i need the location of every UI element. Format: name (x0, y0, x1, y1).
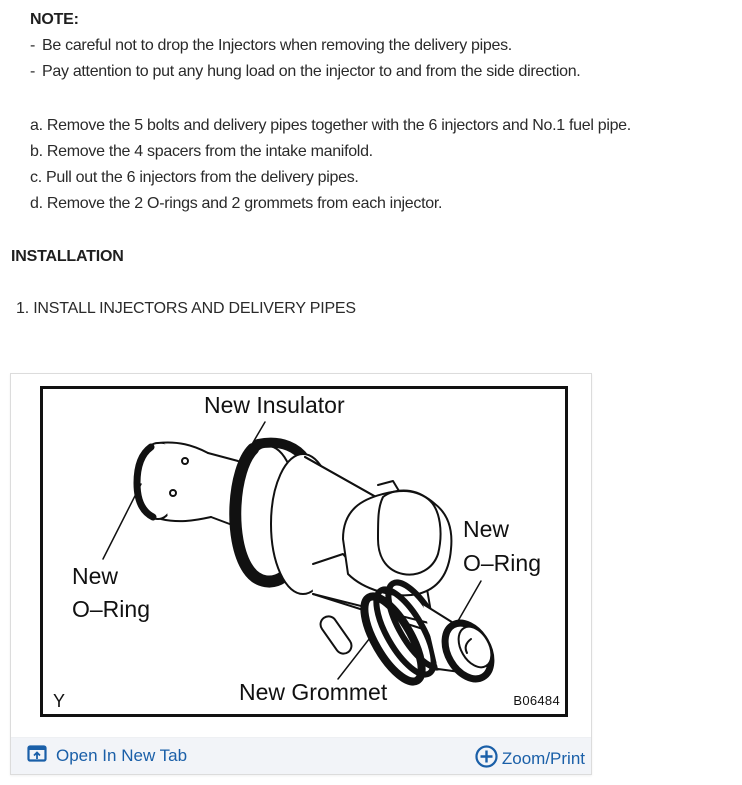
zoom-print-link[interactable] (475, 745, 585, 773)
zoom-print-label: Zoom/Print (501, 749, 585, 768)
figure-frame (40, 386, 568, 717)
figure-code: B06484 (513, 693, 560, 708)
open-in-new-tab-icon (27, 745, 47, 767)
plus-circle-icon (475, 745, 498, 773)
step-title: 1. INSTALL INJECTORS AND DELIVERY PIPES (16, 300, 356, 317)
label-new-oring-left: O–Ring (72, 596, 150, 622)
note-item (30, 63, 580, 81)
section-heading-installation: INSTALLATION (11, 248, 124, 265)
label-new-insulator: New Insulator (204, 392, 345, 418)
dash-bullet: - (30, 37, 36, 54)
note-item (30, 37, 512, 55)
removal-step: d. Remove the 2 O-rings and 2 grommets from each injector. (30, 195, 443, 212)
open-in-new-tab-link[interactable] (27, 745, 187, 767)
open-in-new-tab-label: Open In New Tab (56, 746, 188, 765)
removal-step: c. Pull out the 6 injectors from the delivery pipes. (30, 169, 359, 186)
removal-step: a. Remove the 5 bolts and delivery pipes together with the 6 injectors and No.1 fuel pipe. (30, 117, 631, 134)
figure-corner-mark: Y (53, 691, 66, 711)
note-title: NOTE: (30, 11, 79, 28)
card-footer (11, 737, 591, 774)
note-item-text: Be careful not to drop the Injectors when removing the delivery pipes. (42, 37, 512, 54)
note-item-text: Pay attention to put any hung load on the injector to and from the side direction. (42, 63, 581, 80)
dash-bullet: - (30, 63, 36, 80)
label-new-oring-right: O–Ring (463, 550, 541, 576)
label-new-oring-left: New (72, 563, 119, 589)
label-new-oring-right: New (463, 516, 510, 542)
removal-step: b. Remove the 4 spacers from the intake manifold. (30, 143, 373, 160)
label-new-grommet: New Grommet (239, 679, 388, 705)
figure-card (10, 373, 592, 775)
